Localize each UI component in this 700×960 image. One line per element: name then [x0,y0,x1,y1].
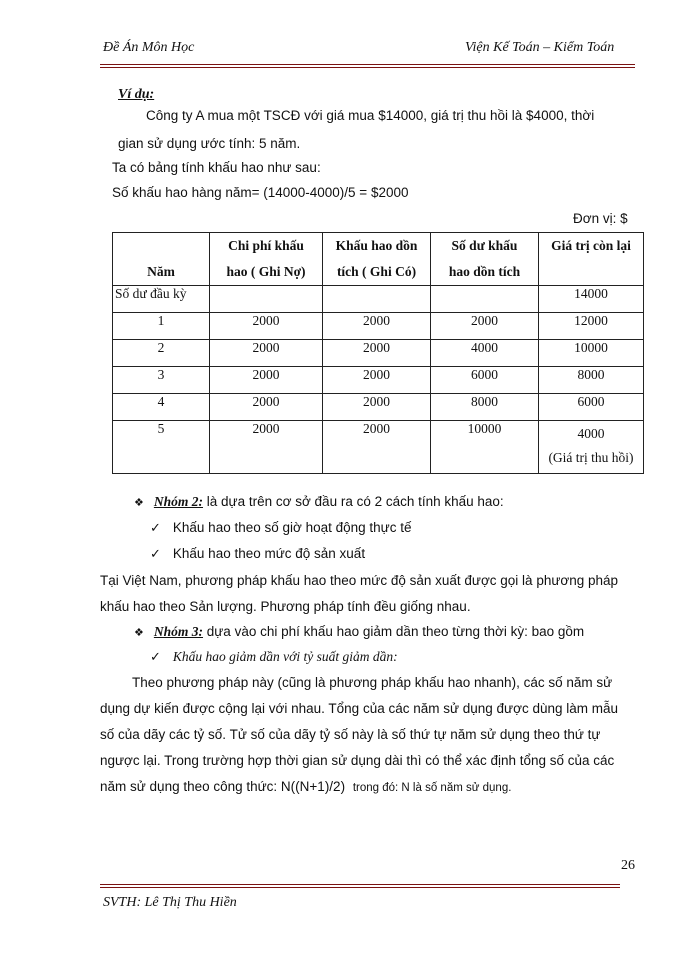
table-header-row [113,233,644,286]
table-row: 4 2000 2000 8000 6000 [113,394,644,421]
header-expense: Chi phí khấu hao ( Ghi Nợ) [210,233,323,286]
example-line-1: Công ty A mua một TSCĐ với giá mua $14000, giá trị thu hồi là $4000, thời [146,108,595,123]
example-line-3: Ta có bảng tính khấu hao như sau: [112,160,321,175]
checkmark-icon: ✓ [150,649,161,664]
header-year: Năm [113,233,210,286]
formula-note: trong đó: N là số năm sử dụng. [352,782,512,794]
table-row: 3 2000 2000 6000 8000 [113,367,644,394]
diamond-bullet-icon: ❖ [134,497,144,509]
checkmark-icon: ✓ [150,546,161,561]
method-line-5 [100,779,511,794]
group3-label: Nhóm 3: [153,624,204,639]
header-accum-balance: Số dư khấu hao dồn tích [431,233,539,286]
group2-label: Nhóm 2: [153,494,204,509]
header-remaining: Giá trị còn lại [539,233,644,286]
group3-line [134,624,584,640]
method-line-2: dụng dự kiến được cộng lại với nhau. Tổng của các năm sử dụng được dùng làm mẫu [100,701,618,716]
depreciation-table [112,232,644,474]
group3-item: ✓ Khấu hao giảm dần với tỷ suất giảm dần: [150,649,398,664]
group2-text: là dựa trên cơ sở đầu ra có 2 cách tính khấu hao: [203,494,504,509]
diamond-bullet-icon: ❖ [134,627,144,639]
header-accum-credit: Khấu hao dồn tích ( Ghi Có) [323,233,431,286]
remaining-final: 4000 [577,426,605,441]
salvage-note: (Giá trị thu hồi) [548,450,634,465]
table-row: 1 2000 2000 2000 12000 [113,313,644,340]
example-title: Ví dụ: [118,87,155,102]
example-line-2: gian sử dụng ước tính: 5 năm. [118,136,301,151]
formula-text: năm sử dụng theo công thức: N((N+1)/2) [100,779,346,794]
header-left: Đề Án Môn Học [103,40,195,55]
group2-line [134,494,504,510]
table-row: 5 2000 2000 10000 4000 (Giá trị thu hồi) [113,421,644,474]
header-rule [100,64,635,68]
table-row: 2 2000 2000 4000 10000 [113,340,644,367]
vietnam-line-1: Tại Việt Nam, phương pháp khấu hao theo mức độ sản xuất được gọi là phương pháp [100,573,619,588]
method-line-3: số của dãy các tỷ số. Tử số của dãy tỷ số này là số thứ tự năm sử dụng theo thứ tự [100,727,601,742]
group2-item-1: ✓ Khấu hao theo số giờ hoạt động thực tế [150,520,412,535]
footer-rule [100,884,620,888]
vietnam-line-2: khấu hao theo Sản lượng. Phương pháp tính đều giống nhau. [100,599,471,614]
header-right: Viện Kế Toán – Kiểm Toán [465,40,615,55]
group3-text: dựa vào chi phí khấu hao giảm dần theo từng thời kỳ: bao gồm [203,624,585,639]
table-row: Số dư đầu kỳ 14000 [113,286,644,313]
checkmark-icon: ✓ [150,520,161,535]
example-line-4: Số khấu hao hàng năm= (14000-4000)/5 = $2000 [112,185,409,200]
page-number: 26 [621,858,635,873]
method-line-1: Theo phương pháp này (cũng là phương pháp khấu hao nhanh), các số năm sử [132,675,613,690]
method-line-4: ngược lại. Trong trường hợp thời gian sử dụng dài thì có thể xác định tổng số của các [100,753,615,768]
footer-author: SVTH: Lê Thị Thu Hiền [103,895,237,910]
unit-label: Đơn vị: $ [573,211,628,226]
group2-item-2: ✓ Khấu hao theo mức độ sản xuất [150,546,366,561]
